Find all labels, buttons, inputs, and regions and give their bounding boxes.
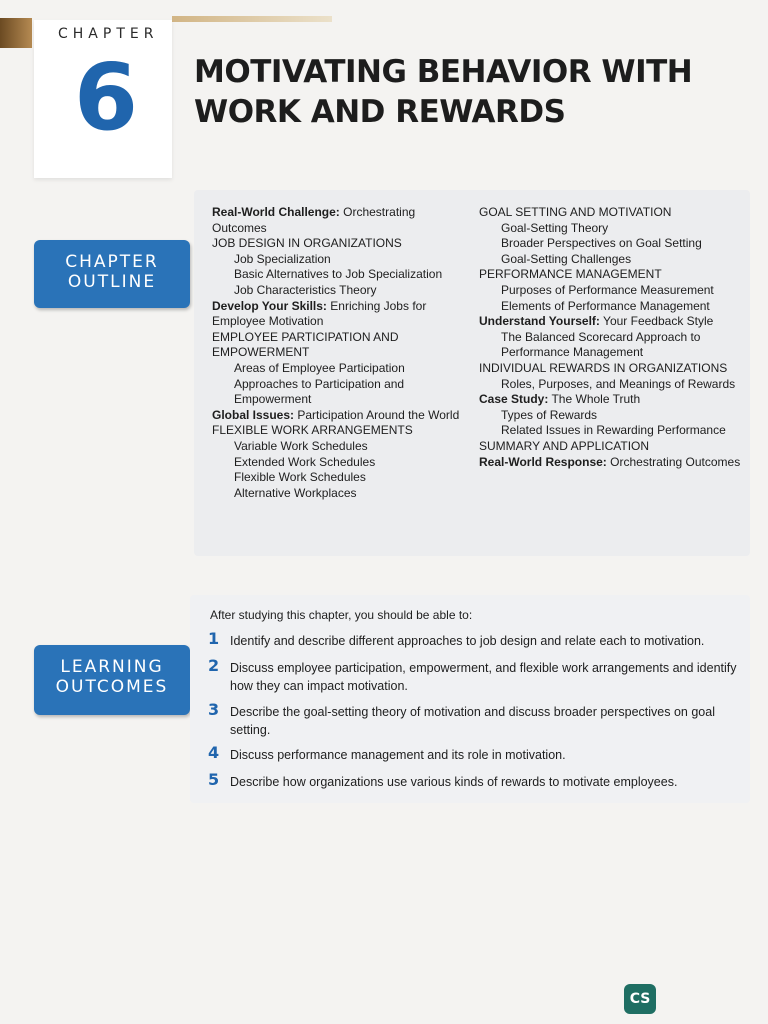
outcome-number: 4 <box>208 743 220 762</box>
outline-text: Job Characteristics Theory <box>234 282 377 297</box>
learning-outcomes-tab <box>34 645 190 715</box>
outcome-text: Describe how organizations use various kinds of rewards to motivate employees. <box>230 775 678 789</box>
outline-item <box>479 267 744 283</box>
learning-outcomes-tab-line-2: OUTCOMES <box>55 677 169 697</box>
chapter-outline-tab-line-2: OUTLINE <box>67 272 157 292</box>
outline-text: Basic Alternatives to Job Specialization <box>234 267 443 282</box>
outline-text: GOAL SETTING AND MOTIVATION <box>479 205 672 219</box>
outline-text: Goal-Setting Challenges <box>501 251 632 266</box>
outline-subitem <box>212 252 467 268</box>
chapter-outline-tab-line-1: CHAPTER <box>65 252 159 272</box>
outline-item <box>212 330 467 361</box>
outline-text: INDIVIDUAL REWARDS IN ORGANIZATIONS <box>479 360 728 375</box>
outline-text: Elements of Performance Management <box>501 298 710 313</box>
outline-column-right <box>479 205 744 470</box>
learning-outcomes-box <box>190 595 750 803</box>
outcome-number: 3 <box>208 700 220 719</box>
outline-item <box>212 423 467 439</box>
outline-item <box>479 205 744 221</box>
outline-subitem <box>479 423 744 439</box>
outline-subitem <box>479 236 744 252</box>
outcome-item-4 <box>208 743 748 764</box>
outline-subitem <box>212 439 467 455</box>
chapter-number: 6 <box>74 44 139 151</box>
outline-feature-label: Case Study: <box>479 392 549 407</box>
outline-item <box>479 314 744 330</box>
outline-feature-label: Global Issues: <box>212 407 295 422</box>
outline-text: Goal-Setting Theory <box>501 220 609 235</box>
outline-item <box>479 455 744 471</box>
outline-text: The Whole Truth <box>548 392 641 407</box>
outline-subitem <box>212 267 467 283</box>
outline-subitem <box>479 221 744 237</box>
outcome-text: Describe the goal-setting theory of motivation and discuss broader perspectives on goal setting. <box>230 705 715 737</box>
outline-item <box>479 439 744 455</box>
outline-text: Areas of Employee Participation <box>234 360 405 375</box>
outline-feature-label: Real-World Challenge: <box>212 205 340 219</box>
outline-text: Participation Around the World <box>294 407 460 422</box>
top-strip-decoration <box>172 16 332 22</box>
outline-text: PERFORMANCE MANAGEMENT <box>479 267 662 282</box>
outline-subitem <box>479 252 744 268</box>
outline-subitem <box>212 455 467 471</box>
outcome-text: Discuss employee participation, empowerment, and flexible work arrangements and identify how they can impact motivation. <box>230 661 737 693</box>
outline-item <box>212 299 467 330</box>
outline-text: Orchestrating Outcomes <box>212 205 416 235</box>
learning-outcomes-tab-line-1: LEARNING <box>60 657 164 677</box>
outline-subitem <box>212 361 467 377</box>
outcome-text: Identify and describe different approaches to job design and relate each to motivation. <box>230 634 705 648</box>
outline-text: SUMMARY AND APPLICATION <box>479 438 650 453</box>
outline-item <box>479 361 744 377</box>
outline-text: Enriching Jobs for Employee Motivation <box>212 298 427 329</box>
outline-text: Types of Rewards <box>501 407 598 422</box>
outcomes-intro: After studying this chapter, you should be able to: <box>210 608 473 622</box>
outline-item <box>212 236 467 252</box>
outline-text: JOB DESIGN IN ORGANIZATIONS <box>212 236 402 251</box>
chapter-title-line-1: MOTIVATING BEHAVIOR WITH <box>194 54 693 90</box>
outline-text: Job Specialization <box>234 251 331 266</box>
outcome-item-3 <box>208 700 748 739</box>
outline-subitem <box>479 330 744 361</box>
outline-subitem <box>212 377 467 408</box>
camscanner-badge: CS <box>624 984 656 1014</box>
outline-column-left <box>212 205 467 501</box>
outline-item <box>212 205 467 236</box>
outline-subitem <box>479 283 744 299</box>
outline-text: Alternative Workplaces <box>234 485 357 500</box>
outline-subitem <box>479 299 744 315</box>
outline-text: Broader Perspectives on Goal Setting <box>501 236 702 251</box>
outline-subitem <box>212 486 467 502</box>
outline-item <box>212 408 467 424</box>
outcome-item-1 <box>208 629 748 650</box>
outline-feature-label: Develop Your Skills: <box>212 298 327 313</box>
outline-text: Related Issues in Rewarding Performance <box>501 423 726 438</box>
outcome-text: Discuss performance management and its role in motivation. <box>230 748 566 762</box>
outline-item <box>479 392 744 408</box>
chapter-title <box>194 52 714 132</box>
outline-subitem <box>479 377 744 393</box>
outline-text: Your Feedback Style <box>599 314 714 329</box>
outline-text: Approaches to Participation and Empowerment <box>234 376 405 407</box>
outline-text: Extended Work Schedules <box>234 454 376 469</box>
outline-text: Roles, Purposes, and Meanings of Rewards <box>501 376 736 391</box>
outline-text: EMPLOYEE PARTICIPATION AND EMPOWERMENT <box>212 329 399 360</box>
outcome-number: 5 <box>208 770 220 789</box>
outcome-item-2 <box>208 656 748 695</box>
outline-subitem <box>212 283 467 299</box>
outline-feature-label: Understand Yourself: <box>479 314 600 329</box>
outline-feature-label: Real-World Response: <box>479 454 607 469</box>
outline-subitem <box>212 470 467 486</box>
outline-text: Flexible Work Schedules <box>234 470 366 485</box>
chapter-outline-tab <box>34 240 190 308</box>
outline-text: The Balanced Scorecard Approach to Performance Management <box>501 329 701 360</box>
outline-text: Variable Work Schedules <box>234 438 368 453</box>
outline-text: Orchestrating Outcomes <box>606 454 741 469</box>
outcome-item-5 <box>208 770 748 791</box>
outline-subitem <box>479 408 744 424</box>
chapter-label: CHAPTER <box>58 26 159 42</box>
chapter-title-line-2: WORK AND REWARDS <box>194 94 566 130</box>
outcome-number: 1 <box>208 629 220 648</box>
outline-text: FLEXIBLE WORK ARRANGEMENTS <box>212 423 413 438</box>
outline-text: Purposes of Performance Measurement <box>501 282 714 297</box>
outcome-number: 2 <box>208 656 220 675</box>
page-edge-decoration <box>0 18 32 48</box>
